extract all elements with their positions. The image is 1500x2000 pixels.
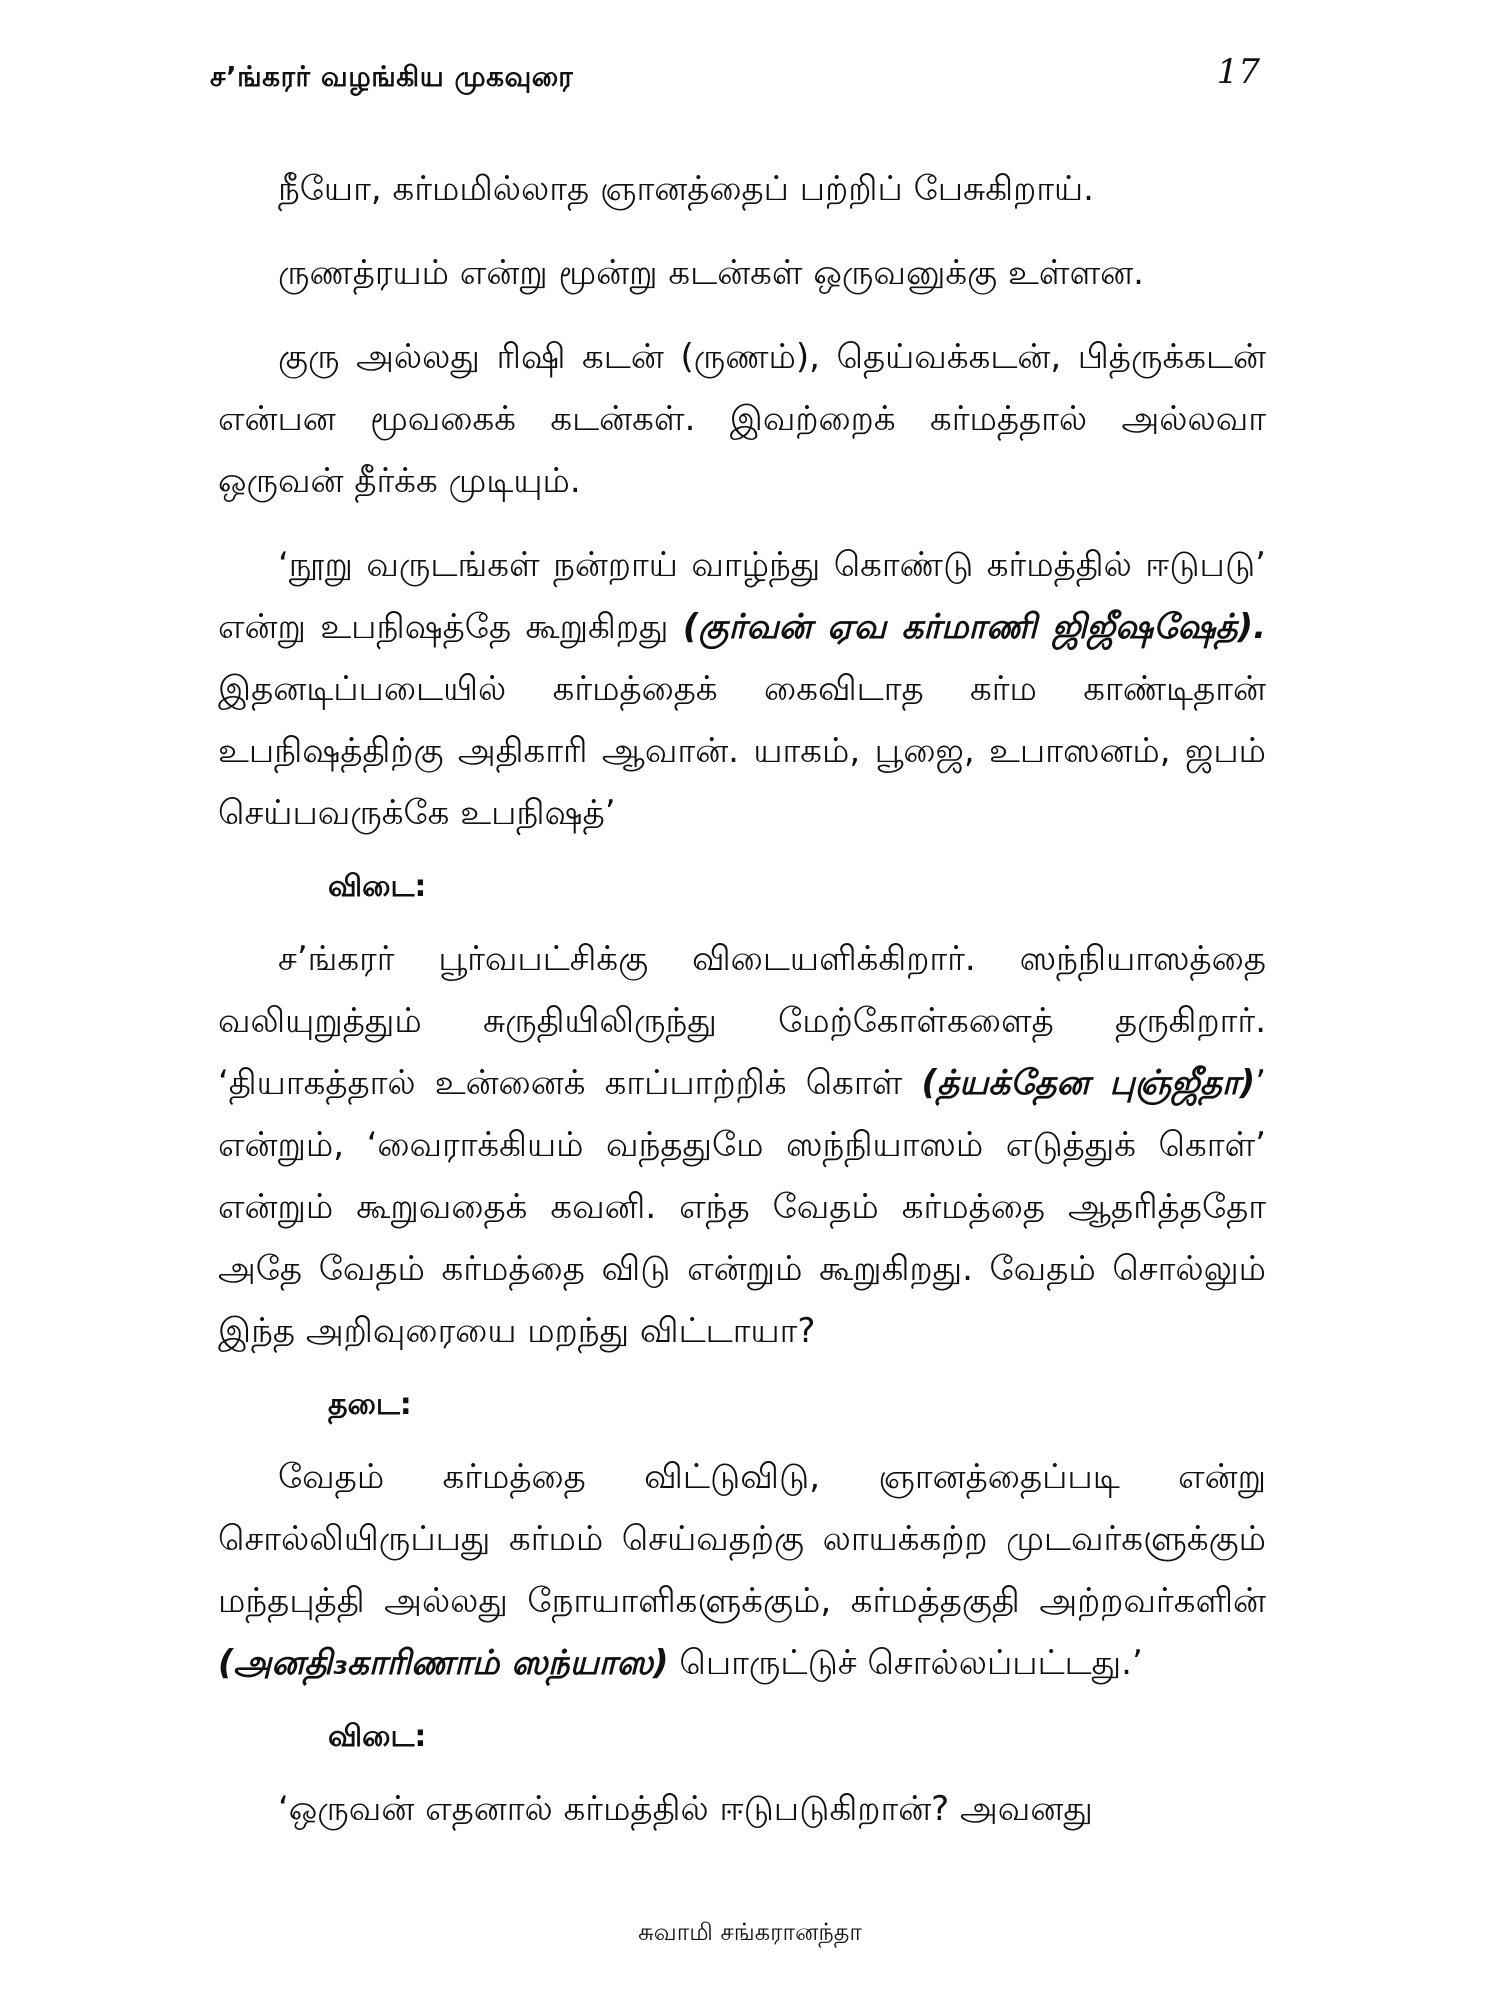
paragraph-6 — [218, 1446, 1266, 1694]
paragraph-3: குரு அல்லது ரிஷி கடன் (ருணம்), தெய்வக்கடன், பித்ருக்கடன் என்பன மூவகைக் கடன்கள். இவற்றைக் கர்மத்தால் அல்லவா ஒருவன் தீர்க்க முடியும். — [218, 337, 1266, 501]
paragraph-4-text: ‘நூறு வருடங்கள் நன்றாய் வாழ்ந்து கொண்டு கர்மத்தில் ஈடுபடு’ என்று உபநிஷத்தே கூறுகிறது — [218, 545, 1266, 647]
paragraph-1: நீயோ, கர்மமில்லாத ஞானத்தைப் பற்றிப் பேசுகிறாய். — [278, 169, 1094, 209]
sanskrit-quote: (குர்வன் ஏவ கர்மாணி ஜிஜீஷஷேத்). — [682, 607, 1267, 647]
paragraph-2: ருணத்ரயம் என்று மூன்று கடன்கள் ஒருவனுக்கு உள்ளன. — [278, 253, 1144, 293]
sanskrit-quote: (அனதி₃காரிணாம் ஸந்யாஸ) — [218, 1643, 669, 1683]
section-heading-objection: தடை: — [328, 1387, 412, 1422]
running-head: ச’ங்கரர் வழங்கிய முகவுரை — [210, 60, 574, 93]
section-heading-answer: விடை: — [328, 869, 427, 904]
paragraph-5-rest: ’ என்றும், ‘வைராக்கியம் வந்ததுமே ஸந்நியாஸம் எடுத்துக் கொள்’ என்றும் கூறுவதைக் கவனி. எந்த வேதம் கர்மத்தை ஆதரித்ததோ அதே வேதம் கர்மத்தை விடு என்றும் கூறுகிறது. வேதம் சொல்லும் இந்த அறிவுரையை மறந்து விட்டாயா? — [218, 1063, 1266, 1351]
sanskrit-quote: (த்யக்தேன புஞ்ஜீதா) — [921, 1063, 1256, 1103]
paragraph-6-rest: பொருட்டுச் சொல்லப்பட்டது.’ — [668, 1643, 1143, 1683]
paragraph-4-rest: இதனடிப்படையில் கர்மத்தைக் கைவிடாத கர்ம காண்டிதான் உபநிஷத்திற்கு அதிகாரி ஆவான். யாகம், பூஜை, உபாஸனம், ஜபம் செய்பவருக்கே உபநிஷத்’ — [218, 669, 1266, 833]
page-number: 17 — [1216, 52, 1260, 92]
paragraph-5 — [218, 928, 1266, 1362]
paragraph-5-text: ச’ங்கரர் பூர்வபட்சிக்கு விடையளிக்கிறார். ஸந்நியாஸத்தை வலியுறுத்தும் சுருதியிலிருந்து மேற்கோள்களைத் தருகிறார். ‘தியாகத்தால் உன்னைக் காப்பாற்றிக் கொள் — [218, 939, 1266, 1103]
body-text — [218, 158, 1266, 1862]
paragraph-6-text: வேதம் கர்மத்தை விட்டுவிடு, ஞானத்தைப்படி என்று சொல்லியிருப்பது கர்மம் செய்வதற்கு லாயக்கற்ற முடவர்களுக்கும் மந்தபுத்தி அல்லது நோயாளிகளுக்கும், கர்மத்தகுதி அற்றவர்களின் — [218, 1457, 1266, 1621]
section-heading-answer: விடை: — [328, 1719, 427, 1754]
paragraph-7: ‘ஒருவன் எதனால் கர்மத்தில் ஈடுபடுகிறான்? அவனது — [278, 1789, 1093, 1829]
footer-author: சுவாமி சங்கரானந்தா — [638, 1918, 862, 1946]
paragraph-4 — [218, 534, 1266, 844]
